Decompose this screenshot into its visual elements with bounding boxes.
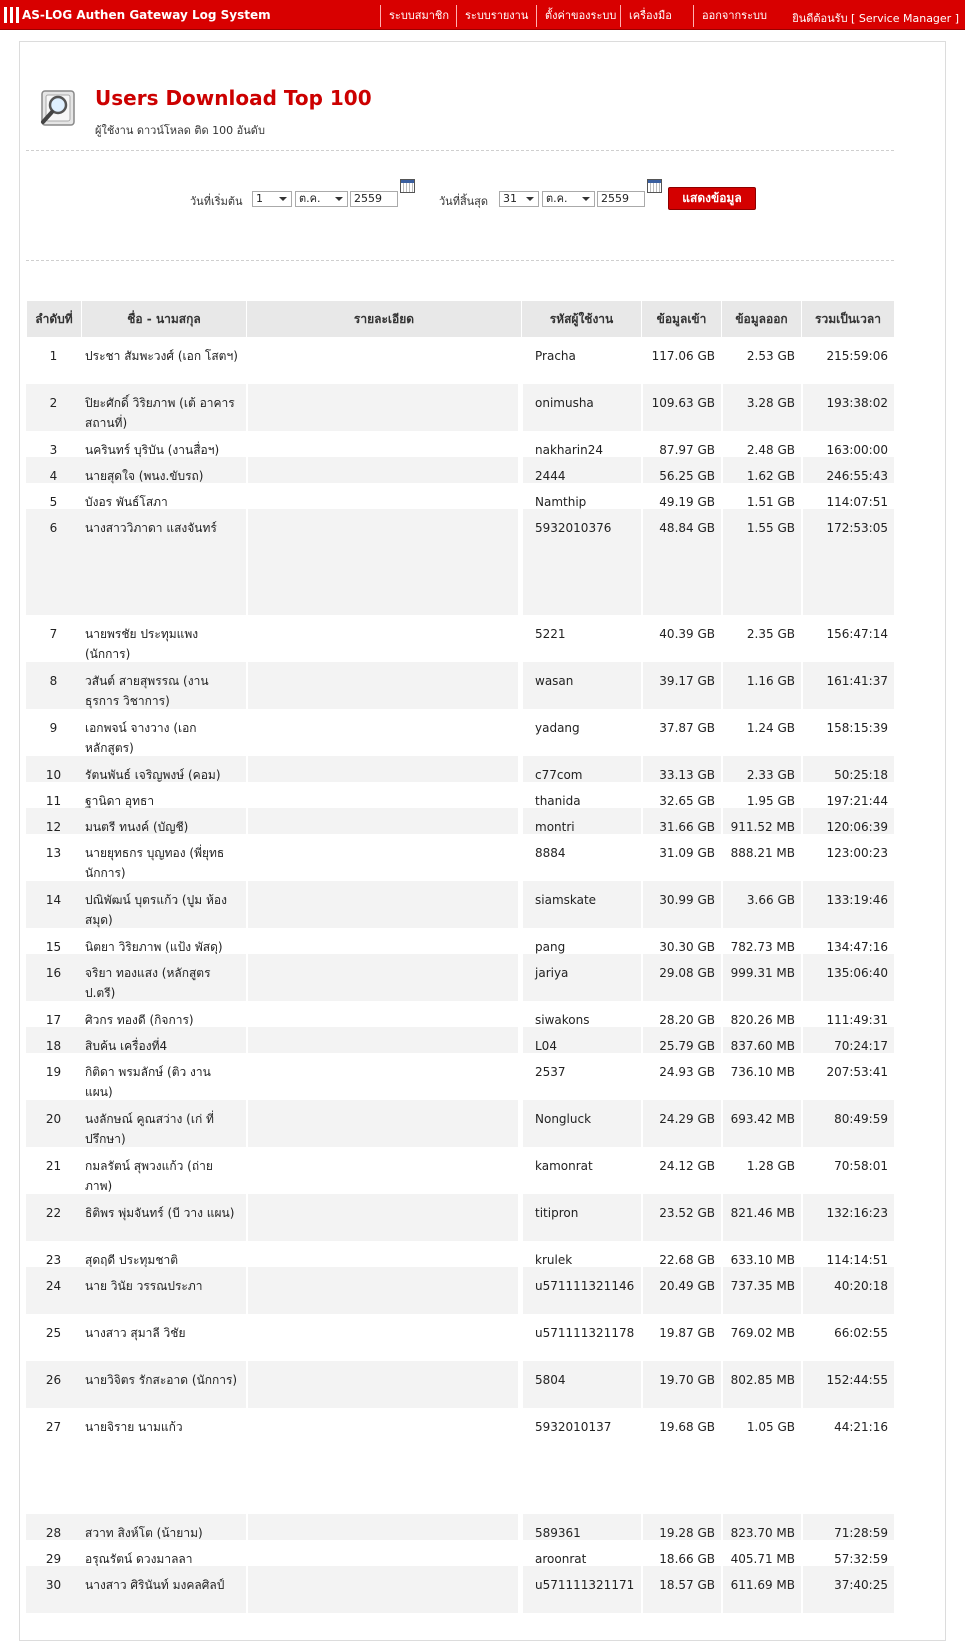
table-row	[26, 1053, 894, 1100]
data-in-cell: 49.19 GB	[659, 495, 715, 509]
data-in-cell: 29.08 GB	[643, 954, 721, 1001]
rank-cell: 12	[26, 808, 81, 834]
top-bar	[0, 0, 965, 30]
total-time-cell: 114:07:51	[826, 495, 888, 509]
rank-cell: 3	[49, 443, 58, 457]
rank-cell: 6	[26, 509, 81, 615]
detail-cell	[248, 1100, 518, 1147]
total-time-cell: 66:02:55	[834, 1326, 888, 1340]
chevron-down-icon	[582, 197, 590, 201]
total-time-cell: 44:21:16	[834, 1420, 888, 1434]
data-in-cell: 19.70 GB	[643, 1361, 721, 1408]
data-out-cell: 633.10 MB	[730, 1253, 795, 1267]
total-time-cell: 50:25:18	[803, 756, 894, 782]
rank-cell: 27	[45, 1420, 62, 1434]
total-time-cell: 197:21:44	[826, 794, 888, 808]
data-out-cell: 888.21 MB	[730, 846, 795, 860]
data-in-cell: 23.52 GB	[643, 1194, 721, 1241]
data-in-cell: 56.25 GB	[643, 457, 721, 483]
detail-cell	[248, 457, 518, 483]
user-id-cell: kamonrat	[535, 1159, 593, 1173]
rank-cell: 5	[49, 495, 58, 509]
total-time-cell: 123:00:23	[826, 846, 888, 860]
detail-cell	[248, 384, 518, 431]
rank-cell: 20	[26, 1100, 81, 1147]
data-out-cell: 823.70 MB	[723, 1514, 801, 1540]
name-cell: มนตรี ทนงค์ (บัญชี)	[81, 808, 246, 834]
table-row	[26, 384, 894, 431]
rank-cell: 18	[26, 1027, 81, 1053]
name-cell: นิตยา วิริยภาพ (แป้ง พัสดุ)	[85, 940, 223, 954]
detail-cell	[248, 954, 518, 1001]
rank-cell: 21	[45, 1159, 62, 1173]
grip-icon	[16, 7, 19, 23]
data-out-cell: 782.73 MB	[730, 940, 795, 954]
data-in-cell: 117.06 GB	[651, 349, 715, 363]
total-time-cell: 80:49:59	[803, 1100, 894, 1147]
table-row	[26, 1194, 894, 1241]
data-out-cell: 837.60 MB	[723, 1027, 801, 1053]
detail-cell	[248, 1027, 518, 1053]
detail-cell	[248, 1408, 518, 1514]
data-in-cell: 19.87 GB	[659, 1326, 715, 1340]
user-id-cell: krulek	[535, 1253, 573, 1267]
start-year-input[interactable]: 2559	[350, 191, 398, 207]
user-id-cell: Pracha	[535, 349, 576, 363]
user-id-cell: 8884	[535, 846, 566, 860]
name-cell: นายสุดใจ (พนง.ขับรถ)	[81, 457, 246, 483]
rank-cell: 16	[26, 954, 81, 1001]
total-time-cell: 111:49:31	[826, 1013, 888, 1027]
name-cell: ปิยะศักดิ์ วิริยภาพ (เต้ อาคารสถานที่)	[81, 384, 246, 431]
name-cell: อรุณรัตน์ ดวงมาลลา	[85, 1552, 193, 1566]
rank-cell: 23	[45, 1253, 62, 1267]
user-id-cell: c77com	[523, 756, 641, 782]
name-cell: นายจิราย นามแก้ว	[85, 1420, 183, 1434]
detail-cell	[248, 337, 518, 384]
user-id-cell: 5804	[523, 1361, 641, 1408]
data-out-cell: 2.48 GB	[746, 443, 795, 457]
user-id-cell: yadang	[535, 721, 580, 735]
name-cell: สวาท สิงห์โต (น้ายาม)	[81, 1514, 246, 1540]
rank-cell: 8	[26, 662, 81, 709]
table-row	[26, 954, 894, 1001]
data-in-cell: 30.30 GB	[659, 940, 715, 954]
col-detail: รายละเอียด	[246, 301, 521, 337]
data-out-cell: 1.16 GB	[723, 662, 801, 709]
name-cell: สิบค้น เครื่องที่4	[81, 1027, 246, 1053]
total-time-cell: 163:00:00	[826, 443, 888, 457]
end-month-select[interactable]: ต.ค.	[542, 191, 595, 207]
table-row	[26, 431, 894, 457]
detail-cell	[248, 483, 518, 509]
name-cell: สุดฤดี ประทุมชาติ	[85, 1253, 178, 1267]
divider	[26, 260, 894, 261]
name-cell: ศิวกร ทองดี (กิจการ)	[85, 1013, 194, 1027]
user-id-cell: nakharin24	[535, 443, 604, 457]
total-time-cell: 37:40:25	[803, 1566, 894, 1613]
divider	[26, 150, 894, 151]
name-cell: นางสาว ศิรินันท์ มงคลศิลป์	[81, 1566, 246, 1613]
name-cell: นายยุทธกร บุญทอง (พี่ยุทธ นักการ)	[85, 846, 225, 880]
name-cell: ประชา สัมพะวงศ์ (เอก โสตฯ)	[85, 349, 238, 363]
data-in-cell: 22.68 GB	[659, 1253, 715, 1267]
name-cell: ธิติพร พุ่มจันทร์ (บี วาง แผน)	[81, 1194, 246, 1241]
table-header	[26, 301, 894, 337]
end-year-input[interactable]: 2559	[597, 191, 645, 207]
detail-cell	[248, 509, 518, 615]
data-in-cell: 19.28 GB	[643, 1514, 721, 1540]
data-out-cell: 1.95 GB	[746, 794, 795, 808]
rank-cell: 24	[26, 1267, 81, 1314]
name-cell: นครินทร์ บุริบัน (งานสื่อฯ)	[85, 443, 220, 457]
user-id-cell: u571111321171	[523, 1566, 641, 1613]
total-time-cell: 133:19:46	[803, 881, 894, 928]
user-id-cell: titipron	[523, 1194, 641, 1241]
name-cell: รัตนพันธ์ เจริญพงษ์ (คอม)	[81, 756, 246, 782]
total-time-cell: 57:32:59	[834, 1552, 888, 1566]
table-row	[26, 1514, 894, 1540]
name-cell: จริยา ทองแสง (หลักสูตร ป.ตรี)	[81, 954, 246, 1001]
nav-system-settings[interactable]: ตั้งค่าของระบบ	[536, 5, 616, 27]
total-time-cell: 135:06:40	[803, 954, 894, 1001]
table-row	[26, 808, 894, 834]
rank-cell: 19	[45, 1065, 62, 1079]
user-id-cell: pang	[535, 940, 566, 954]
detail-cell	[248, 782, 518, 808]
nav-logout[interactable]: ออกจากระบบ	[693, 5, 767, 27]
table-row	[26, 1241, 894, 1267]
data-in-cell: 20.49 GB	[643, 1267, 721, 1314]
rank-cell: 10	[26, 756, 81, 782]
rank-cell: 29	[45, 1552, 62, 1566]
table-row	[26, 1314, 894, 1361]
show-data-button[interactable]: แสดงข้อมูล	[668, 187, 756, 210]
table-row	[26, 928, 894, 954]
detail-cell	[248, 1147, 518, 1194]
data-out-cell: 737.35 MB	[723, 1267, 801, 1314]
rank-cell: 14	[26, 881, 81, 928]
data-in-cell: 18.57 GB	[643, 1566, 721, 1613]
data-in-cell: 33.13 GB	[643, 756, 721, 782]
detail-cell	[248, 1314, 518, 1361]
data-out-cell: 2.35 GB	[746, 627, 795, 641]
rank-cell: 28	[26, 1514, 81, 1540]
data-out-cell: 821.46 MB	[723, 1194, 801, 1241]
name-cell: ปณิพัฒน์ บุตรแก้ว (ปูม ห้องสมุด)	[81, 881, 246, 928]
user-id-cell: wasan	[523, 662, 641, 709]
data-out-cell: 3.66 GB	[723, 881, 801, 928]
data-out-cell: 2.53 GB	[746, 349, 795, 363]
total-time-cell: 158:15:39	[826, 721, 888, 735]
grip-icon	[10, 7, 13, 23]
data-out-cell: 405.71 MB	[730, 1552, 795, 1566]
rank-cell: 11	[45, 794, 62, 808]
table-body	[26, 337, 894, 1613]
user-id-cell: 5932010137	[535, 1420, 612, 1434]
detail-cell	[248, 881, 518, 928]
detail-cell	[248, 1053, 518, 1100]
total-time-cell: 132:16:23	[803, 1194, 894, 1241]
detail-cell	[248, 662, 518, 709]
rank-cell: 2	[26, 384, 81, 431]
table-row	[26, 662, 894, 709]
name-cell: เอกพจน์ จางวาง (เอก หลักสูตร)	[85, 721, 197, 755]
table-row	[26, 709, 894, 756]
col-rank: ลำดับที่	[26, 301, 81, 337]
data-in-cell: 28.20 GB	[659, 1013, 715, 1027]
table-row	[26, 1100, 894, 1147]
detail-cell	[248, 834, 518, 881]
data-out-cell: 1.62 GB	[723, 457, 801, 483]
table-row	[26, 881, 894, 928]
total-time-cell: 70:58:01	[834, 1159, 888, 1173]
table-row	[26, 615, 894, 662]
welcome-text: ยินดีต้อนรับ [ Service Manager ]	[792, 12, 959, 25]
app-brand: AS-LOG Authen Gateway Log System	[22, 8, 271, 22]
data-in-cell: 30.99 GB	[643, 881, 721, 928]
chevron-down-icon	[526, 197, 534, 201]
end-day-select[interactable]: 31	[499, 191, 539, 207]
data-out-cell: 1.24 GB	[746, 721, 795, 735]
user-id-cell: jariya	[523, 954, 641, 1001]
name-cell: ฐานิดา อุทธา	[85, 794, 155, 808]
col-user-id: รหัสผู้ใช้งาน	[521, 301, 641, 337]
user-id-cell: onimusha	[523, 384, 641, 431]
total-time-cell: 156:47:14	[826, 627, 888, 641]
rank-cell: 30	[26, 1566, 81, 1613]
rank-cell: 1	[49, 349, 58, 363]
detail-cell	[248, 709, 518, 756]
start-day-select[interactable]: 1	[252, 191, 292, 207]
name-cell: นายวิจิตร รักสะอาด (นักการ)	[81, 1361, 246, 1408]
name-cell: บังอร พันธ์โสภา	[85, 495, 168, 509]
data-in-cell: 24.12 GB	[659, 1159, 715, 1173]
total-time-cell: 246:55:43	[803, 457, 894, 483]
data-in-cell: 109.63 GB	[643, 384, 721, 431]
user-id-cell: 589361	[523, 1514, 641, 1540]
col-data-out: ข้อมูลออก	[721, 301, 801, 337]
nav-tools[interactable]: เครื่องมือ	[620, 5, 672, 27]
table-row	[26, 1566, 894, 1613]
total-time-cell: 215:59:06	[826, 349, 888, 363]
name-cell: นงลักษณ์ คูณสว่าง (เก่ ที่ปรึกษา)	[81, 1100, 246, 1147]
rank-cell: 17	[45, 1013, 62, 1027]
rank-cell: 13	[45, 846, 62, 860]
data-out-cell: 802.85 MB	[723, 1361, 801, 1408]
user-id-cell: Nongluck	[523, 1100, 641, 1147]
detail-cell	[248, 756, 518, 782]
detail-cell	[248, 928, 518, 954]
table-row	[26, 509, 894, 615]
name-cell: นางสาว สุมาลี วิชัย	[85, 1326, 186, 1340]
detail-cell	[248, 1514, 518, 1540]
table-row	[26, 1408, 894, 1514]
data-in-cell: 31.66 GB	[643, 808, 721, 834]
data-out-cell: 769.02 MB	[730, 1326, 795, 1340]
table-row	[26, 756, 894, 782]
chevron-down-icon	[335, 197, 343, 201]
report-magnifier-icon	[39, 88, 79, 130]
data-in-cell: 24.93 GB	[659, 1065, 715, 1079]
col-name: ชื่อ - นามสกุล	[81, 301, 246, 337]
total-time-cell: 134:47:16	[826, 940, 888, 954]
total-time-cell: 193:38:02	[803, 384, 894, 431]
chevron-down-icon	[279, 197, 287, 201]
table-row	[26, 337, 894, 384]
rank-cell: 25	[45, 1326, 62, 1340]
end-date-label: วันที่สิ้นสุด	[439, 195, 489, 208]
table-row	[26, 1147, 894, 1194]
total-time-cell: 114:14:51	[826, 1253, 888, 1267]
data-out-cell: 1.28 GB	[746, 1159, 795, 1173]
start-calendar-icon[interactable]	[400, 179, 415, 193]
table-row	[26, 1540, 894, 1566]
user-id-cell: u571111321146	[523, 1267, 641, 1314]
data-out-cell: 820.26 MB	[730, 1013, 795, 1027]
data-in-cell: 18.66 GB	[659, 1552, 715, 1566]
user-id-cell: L04	[523, 1027, 641, 1053]
detail-cell	[248, 1241, 518, 1267]
data-out-cell: 611.69 MB	[723, 1566, 801, 1613]
top-users-table	[26, 301, 894, 1613]
total-time-cell: 120:06:39	[803, 808, 894, 834]
rank-cell: 22	[26, 1194, 81, 1241]
page-subtitle: ผู้ใช้งาน ดาวน์โหลด ติด 100 อันดับ	[95, 124, 265, 137]
rank-cell: 7	[49, 627, 58, 641]
total-time-cell: 70:24:17	[803, 1027, 894, 1053]
total-time-cell: 207:53:41	[826, 1065, 888, 1079]
detail-cell	[248, 1001, 518, 1027]
data-in-cell: 87.97 GB	[659, 443, 715, 457]
start-month-select[interactable]: ต.ค.	[295, 191, 348, 207]
data-in-cell: 48.84 GB	[643, 509, 721, 615]
data-in-cell: 25.79 GB	[643, 1027, 721, 1053]
table-row	[26, 1267, 894, 1314]
data-out-cell: 693.42 MB	[723, 1100, 801, 1147]
data-out-cell: 999.31 MB	[723, 954, 801, 1001]
user-id-cell: aroonrat	[535, 1552, 587, 1566]
user-id-cell: Namthip	[535, 495, 587, 509]
start-date-label: วันที่เริ่มต้น	[190, 195, 243, 208]
detail-cell	[248, 1194, 518, 1241]
data-in-cell: 32.65 GB	[659, 794, 715, 808]
rank-cell: 9	[49, 721, 58, 735]
detail-cell	[248, 808, 518, 834]
data-out-cell: 1.51 GB	[746, 495, 795, 509]
table-row	[26, 1027, 894, 1053]
table-row	[26, 834, 894, 881]
user-id-cell: 5932010376	[523, 509, 641, 615]
data-in-cell: 19.68 GB	[659, 1420, 715, 1434]
user-id-cell: 2444	[523, 457, 641, 483]
data-in-cell: 39.17 GB	[643, 662, 721, 709]
data-in-cell: 40.39 GB	[659, 627, 715, 641]
nav-report-system[interactable]: ระบบรายงาน	[456, 5, 528, 27]
detail-cell	[248, 1540, 518, 1566]
total-time-cell: 161:41:37	[803, 662, 894, 709]
name-cell: วสันต์ สายสุพรรณ (งาน ธุรการ วิชาการ)	[81, 662, 246, 709]
user-id-cell: thanida	[535, 794, 581, 808]
user-id-cell: montri	[523, 808, 641, 834]
col-total-time: รวมเป็นเวลา	[801, 301, 894, 337]
rank-cell: 4	[26, 457, 81, 483]
nav-member-system[interactable]: ระบบสมาชิก	[380, 5, 449, 27]
total-time-cell: 172:53:05	[803, 509, 894, 615]
name-cell: กิติดา พรมลักษ์ (ติว งาน แผน)	[85, 1065, 211, 1099]
data-in-cell: 37.87 GB	[659, 721, 715, 735]
user-id-cell: 5221	[535, 627, 566, 641]
detail-cell	[248, 431, 518, 457]
data-out-cell: 911.52 MB	[723, 808, 801, 834]
data-out-cell: 1.05 GB	[746, 1420, 795, 1434]
name-cell: กมลรัตน์ สุพวงแก้ว (ถ่าย ภาพ)	[85, 1159, 213, 1193]
total-time-cell: 71:28:59	[803, 1514, 894, 1540]
data-out-cell: 1.55 GB	[723, 509, 801, 615]
user-id-cell: 2537	[535, 1065, 566, 1079]
data-out-cell: 3.28 GB	[723, 384, 801, 431]
user-id-cell: siwakons	[535, 1013, 590, 1027]
rank-cell: 26	[26, 1361, 81, 1408]
user-id-cell: siamskate	[523, 881, 641, 928]
user-id-cell: u571111321178	[535, 1326, 635, 1340]
table-row	[26, 1001, 894, 1027]
col-data-in: ข้อมูลเข้า	[641, 301, 721, 337]
total-time-cell: 152:44:55	[803, 1361, 894, 1408]
table-row	[26, 483, 894, 509]
data-in-cell: 24.29 GB	[643, 1100, 721, 1147]
page-title: Users Download Top 100	[95, 86, 372, 110]
total-time-cell: 40:20:18	[803, 1267, 894, 1314]
detail-cell	[248, 1566, 518, 1613]
data-out-cell: 2.33 GB	[723, 756, 801, 782]
detail-cell	[248, 615, 518, 662]
table-row	[26, 782, 894, 808]
end-calendar-icon[interactable]	[647, 179, 662, 193]
table-row	[26, 457, 894, 483]
data-out-cell: 736.10 MB	[730, 1065, 795, 1079]
rank-cell: 15	[45, 940, 62, 954]
table-row	[26, 1361, 894, 1408]
name-cell: นายพรชัย ประทุมแพง (นักการ)	[85, 627, 199, 661]
data-in-cell: 31.09 GB	[659, 846, 715, 860]
name-cell: นาย วินัย วรรณประภา	[81, 1267, 246, 1314]
grip-icon	[4, 7, 7, 23]
detail-cell	[248, 1267, 518, 1314]
name-cell: นางสาววิภาดา แสงจันทร์	[81, 509, 246, 615]
detail-cell	[248, 1361, 518, 1408]
